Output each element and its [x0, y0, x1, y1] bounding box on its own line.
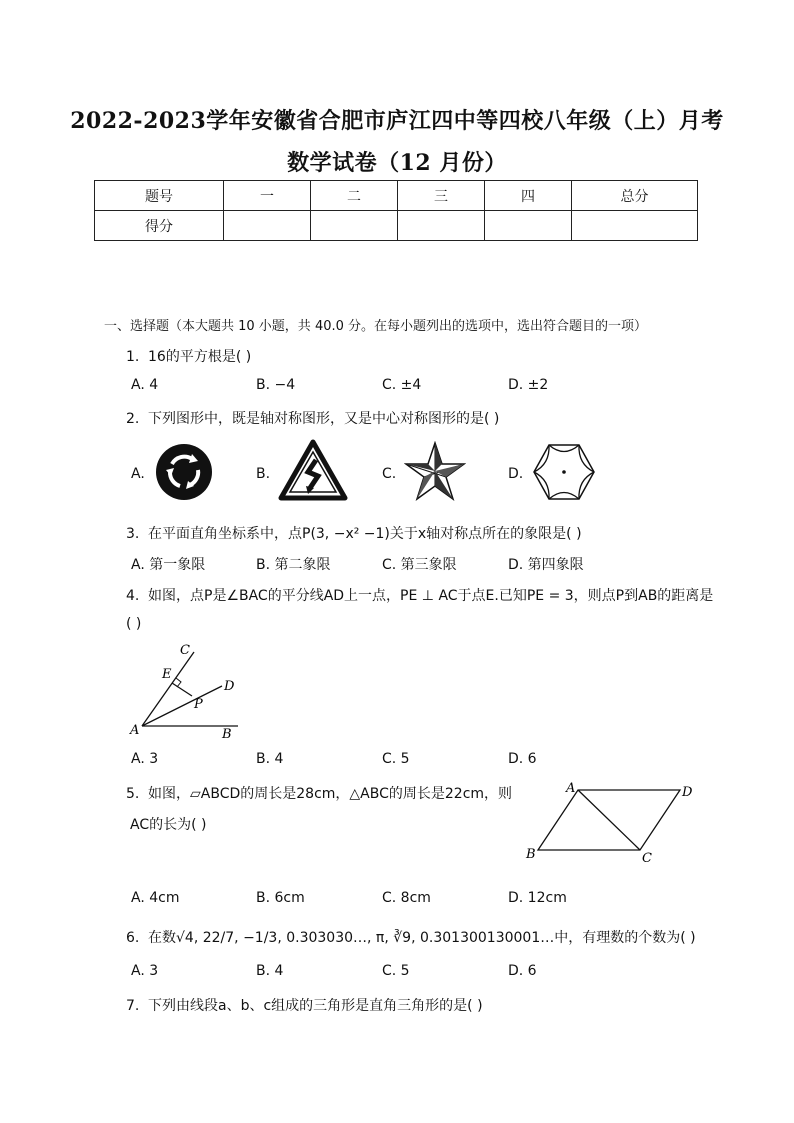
q6-option-d: D. 6 — [508, 963, 537, 979]
point-label-e: E — [162, 667, 172, 682]
score-cell — [311, 211, 398, 241]
q5-option-c: C. 8cm — [382, 890, 431, 906]
question-1 — [126, 346, 251, 366]
point-label-d: D — [682, 785, 693, 800]
point-label-d: D — [224, 679, 235, 694]
point-label-p: P — [194, 697, 203, 712]
score-header-cell: 三 — [398, 181, 485, 211]
question-number: 6. — [126, 930, 140, 946]
question-4-continued: ( ) — [126, 616, 142, 632]
question-5-continued: AC的长为( ) — [130, 817, 207, 833]
point-label-c: C — [642, 851, 652, 866]
q6-option-b: B. 4 — [256, 963, 284, 979]
exam-title-line1: 2022-2023学年安徽省合肥市庐江四中等四校八年级（上）月考 — [70, 108, 724, 134]
q4-option-d: D. 6 — [508, 751, 537, 767]
q2-label-d: D. — [508, 466, 524, 482]
question-2 — [126, 408, 499, 428]
question-number: 3. — [126, 526, 140, 542]
q2-label-a: A. — [131, 466, 145, 482]
question-5 — [126, 783, 512, 803]
q4-option-c: C. 5 — [382, 751, 410, 767]
warning-triangle-icon — [278, 438, 348, 502]
score-cell — [398, 211, 485, 241]
score-cell — [224, 211, 311, 241]
score-row-label: 得分 — [95, 211, 224, 241]
question-7 — [126, 995, 483, 1015]
q6-option-c: C. 5 — [382, 963, 410, 979]
star-shape-icon — [404, 441, 466, 503]
question-text: 下列由线段a、b、c组成的三角形是直角三角形的是( ) — [148, 998, 483, 1014]
question-number: 5. — [126, 786, 140, 802]
question-text: 16的平方根是( ) — [148, 349, 252, 365]
section-heading: 一、选择题（本大题共 10 小题，共 40.0 分。在每小题列出的选项中，选出符合题目的一项） — [104, 319, 648, 334]
q6-option-a: A. 3 — [131, 963, 159, 979]
parallelogram-figure — [522, 778, 702, 866]
q5-option-d: D. 12cm — [508, 890, 567, 906]
q1-option-a: A. 4 — [131, 377, 159, 393]
q3-option-c: C. 第三象限 — [382, 557, 457, 573]
hexagon-arcs-icon — [532, 442, 596, 502]
score-cell — [572, 211, 698, 241]
score-header-cell: 四 — [485, 181, 572, 211]
q2-label-b: B. — [256, 466, 271, 482]
q3-option-d: D. 第四象限 — [508, 557, 584, 573]
question-6 — [126, 927, 696, 947]
angle-bisector-figure — [126, 638, 246, 744]
point-label-b: B — [222, 727, 232, 742]
question-text: 在平面直角坐标系中，点P(3, −x² −1)关于x轴对称点所在的象限是( ) — [148, 526, 582, 542]
question-text: 下列图形中，既是轴对称图形，又是中心对称图形的是( ) — [148, 411, 500, 427]
question-number: 1. — [126, 349, 140, 365]
point-label-a: A — [130, 723, 140, 738]
score-cell — [485, 211, 572, 241]
q4-option-b: B. 4 — [256, 751, 284, 767]
point-label-c: C — [180, 643, 190, 658]
roundabout-sign-icon — [154, 442, 214, 502]
q5-option-b: B. 6cm — [256, 890, 305, 906]
q2-label-c: C. — [382, 466, 397, 482]
point-label-a: A — [566, 781, 576, 796]
score-header-cell: 总分 — [572, 181, 698, 211]
score-table-header-row — [95, 181, 698, 211]
question-4 — [126, 585, 713, 605]
score-header-cell: 一 — [224, 181, 311, 211]
question-number: 2. — [126, 411, 140, 427]
question-number: 4. — [126, 588, 140, 604]
q1-option-b: B. −4 — [256, 377, 296, 393]
score-table-score-row — [95, 211, 698, 241]
q5-option-a: A. 4cm — [131, 890, 180, 906]
exam-title-line2: 数学试卷（12 月份） — [287, 150, 507, 176]
q3-option-b: B. 第二象限 — [256, 557, 331, 573]
q3-option-a: A. 第一象限 — [131, 557, 206, 573]
question-text: 如图，点P是∠BAC的平分线AD上一点，PE ⊥ AC于点E.已知PE = 3，则点P到AB的距离是 — [148, 588, 714, 604]
score-header-cell: 二 — [311, 181, 398, 211]
question-number: 7. — [126, 998, 140, 1014]
score-table — [94, 180, 698, 241]
q1-option-d: D. ±2 — [508, 377, 549, 393]
q1-option-c: C. ±4 — [382, 377, 422, 393]
point-label-b: B — [526, 847, 536, 862]
question-3 — [126, 523, 582, 543]
score-header-cell: 题号 — [95, 181, 224, 211]
q4-option-a: A. 3 — [131, 751, 159, 767]
question-text: 如图，▱ABCD的周长是28cm，△ABC的周长是22cm，则 — [148, 786, 513, 802]
question-text: 在数√4, 22/7, −1/3, 0.303030…, π, ∛9, 0.301300130001…中，有理数的个数为( ) — [148, 930, 696, 946]
